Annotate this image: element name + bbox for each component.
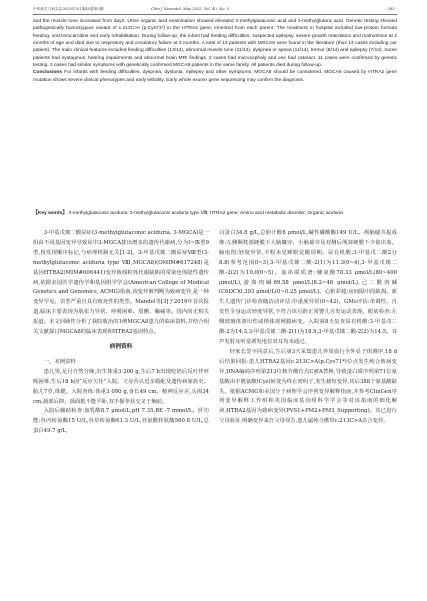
intro-paragraph: 3-甲基戊烯二酸尿症(3-methylglutaconic aciduria, 3-MGCA)是一组由不同基因变异导致尿中3-MGCA排出增多的遗传代谢病,分为Ⅰ~Ⅸ型9型,按发现顺序标记,与病理机制无关[1-2]。3-甲基戊烯二酸尿症Ⅷ型(3-methylglutaconic aciduria type Ⅷ,MGCA8)(OMIM#617248)是基因HTRA2(MIM#606441)变异致线粒体代谢缺陷的常染色体隐性遗传病,依据美国医学遗传学和基因组学学会(American College of Medical Genetics and Genomics, ACMG)指南,该变异被判断为致病变异,是一种变异罕见、表型严重且具有致死性的类型。Mandel等[3]于2016年首次报道,临床主要表现为肌张力异常、呼吸困难、震颤、癫痫等。国内尚无相关报道。本文回顾性分析了我院收治的1例MGCA8患儿的临床资料,并结合相关文献探讨MGCA8的临床表现和HTRA2基因特点。 xyxy=(33,230,209,336)
right-column xyxy=(219,229,397,427)
journal-title-cn: 中华新生儿科杂志2025年5月第40卷第5期 xyxy=(33,7,104,11)
lab-results-paragraph: 白蛋白34.8 g/L,总胆汁酸8 μmol/L,碱性磷酸酶149 U/L。颅脑磁共振成像:左侧颞枕部硬膜下大脑镰旁、小脑幕旁及双侧后颅窝硬膜下少量出血。脑电图:轻度异常,全程未见睡眠觉醒周期。尿有机酸:3-甲基戊二酸2分8.8(参考范围0~3),3-甲基戊烯二酸-2(1)为11.3(0~4),3-甲基戊烯二酸-2(2)为10.0(0~5)。血串联质谱:脯氨酸78.33 μmol/L(80~400 μmol/L),游离肉碱69.58 μmol/L(8.2~46 μmol/L),己二酰肉碱(C6DC)0.393 μmol/L(0~0.25 μmol/L)。心脏彩超:房间隔中段缺损。新生儿遗传门诊检查随访动评估:中重度异常(0~42)。GMs评估:单调性。自发性全身运动轻度异常,不符合该月龄正常婴儿自发运动表现。眼底检查:左侧玻璃体渗出性或纳体视网膜病变。入院第8天复查尿有机酸:3-甲基戊二酸-2为14.3,3-甲基戊烯二酸-2(1)为18.9,3-甲基戊烯二酸-2(2)为14.5。耳声发射及听觉诱发电位双耳均未通过。 xyxy=(219,230,397,345)
conclusions-text: For infants with feeding difficulties, dyspnea, dystonia, epilepsy and other symptoms, MGCA8 should be considered. MGCA8 caused by HTRA2 gene mutation shows severe clinical phenotypes and early lethality. Early whole exome gene sequencing may confirm the diagnosis. xyxy=(33,70,397,83)
section-title: 病例资料 xyxy=(109,343,133,350)
journal-title-en: Chin J Neonatol, May 2025, Vol. 40, No. 5 xyxy=(151,7,230,11)
running-header xyxy=(33,5,397,15)
genetic-testing-paragraph: 经家长签字同意后,生后第3天采集患儿外周血行全外显子组测序,18 d后结果回报:患儿HTRA2基因c.213C>A(p.Cys71*)位点发生纯合致病变异,DNA编码序列第213位核苷酸位点C被A替换,导致蛋白质序列第71位氨基酸由半胱氨酸(Cys)转变为终止密码子,发生截短变异,其后388个氨基酸缺失。依据ACMG和美国分子病理学会序列变异解释指南,并参考ClinGen序列变异解释工作组和英国临床基因组科学学会等对该指南的细化解读,HTRA2基因为致病变异(PVS1+PM2+PM3_Supporting)。其已进行父母验证,明确变异来自父母双方,患儿属纯合携带c.213C>A杂合变异。 xyxy=(219,348,397,425)
case-paragraph-1: 患儿男,足月自然分娩,出生体重3 200 g,生后7 h出现吃奶后反吐伴呼吸困难,生后18 h因“反应欠佳”入院。父母否认近亲婚配及遗传病家族史。胎儿7岁,体健。入院查体:体重3 090 g,身长49 cm。精神反应差,头围34 cm,颈部后抑、颈面抵不能平卧,双手握拳状交叉于胸前。 xyxy=(33,368,209,405)
keywords-label: 【Key words】 xyxy=(33,211,68,216)
abstract-results: and the muscle tone increased from day2. Urine organic acid examination showed elevated 3-methylglutaconic acid and 3-methylglutaric acid. Genetic testing showed pathogenically homozygous variant of c.213C>A (p.Cys71*) in the HTRA2 gene, inherited from each parent. The treatment in hospital included low-protein formula feeding, oral levocarnitine and early rehabilitation. During follow-up, the infant had feeding difficulties, suspected epilepsy, severe growth retardation and malnutrition at 2 months of age and died due to respiratory and circulatory failure at 3 months. A total of 13 patients with MGCA8 were found in the literature (thus 14 cases including our patient). The main clinical features included feeding difficulties (13/14), abnormal muscle tone (11/14), dyspnea or apnea (11/14), tremor (8/14) and epilepsy (7/14). Some patients had nystagmus, hearing impairments and abnormal brain MRI findings. 2 cases had microcephaly and one had cataract. 11 cases were confirmed by genetic testing. 3 cases had similar symptoms with genetically confirmed MGCA8 patients in the same family. All patients died during follow-up. xyxy=(33,19,397,69)
case-paragraph-2: 入院后辅助检查:血乳酸8.7 μmol/L,pH 7.35,BE -7 mmol/L。肝功能:谷丙转氨酶15 U/L,谷草转氨酶61.3 U/L,谷氨酰转肽酶560.8 U/L,总蛋白49.7 g/L, xyxy=(33,408,209,435)
subsection-title: 一、本例资料 xyxy=(43,358,76,365)
english-abstract xyxy=(33,18,397,84)
conclusions-label: Conclusions xyxy=(33,70,63,76)
left-column xyxy=(33,229,209,437)
keywords-text: 3-methylglutaconic aciduria; 3-methylglutaconic aciduria type Ⅷ; HTRA2 gene; Amino acid metabolic disorder; Organic aciduria xyxy=(67,211,343,216)
keywords xyxy=(33,210,397,217)
page-number: · 285 · xyxy=(385,7,397,11)
abstract-conclusions xyxy=(33,69,397,84)
